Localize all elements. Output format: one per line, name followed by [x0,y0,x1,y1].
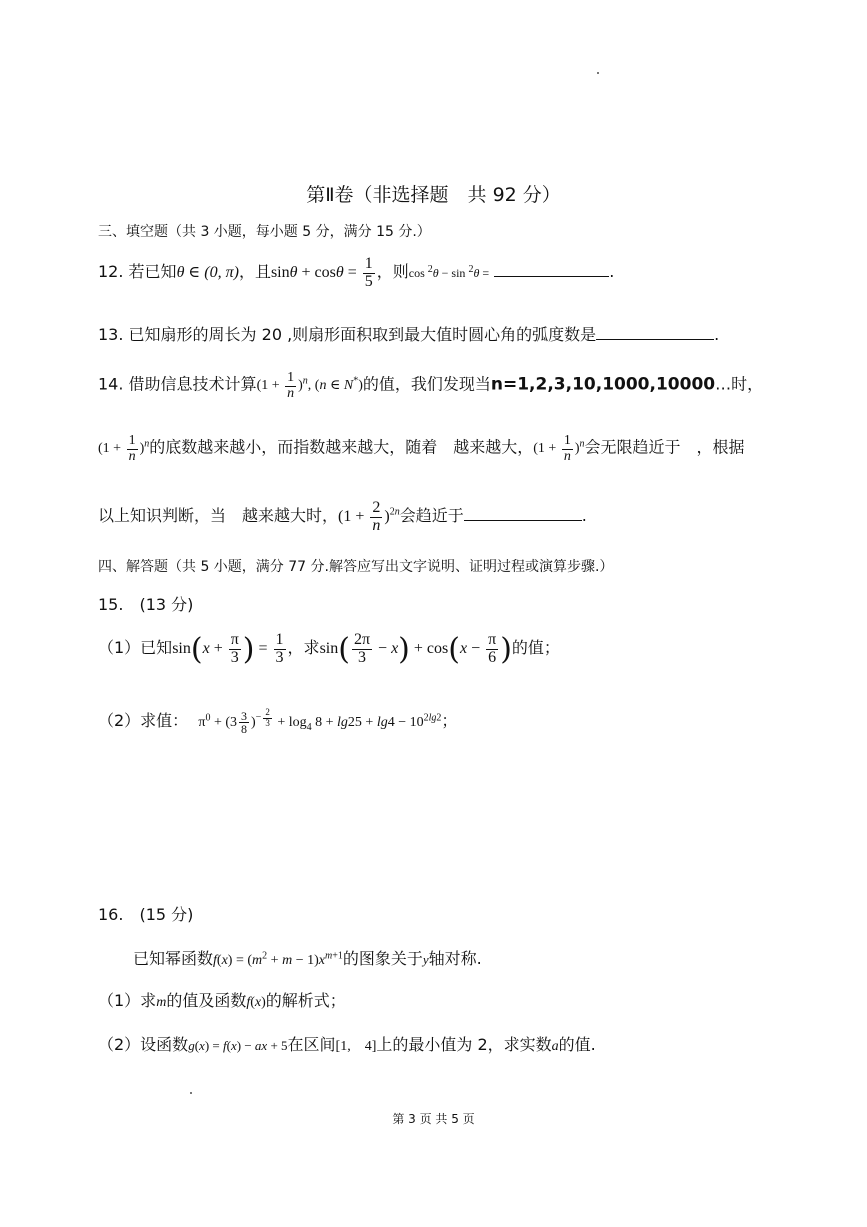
math-expression: sin( $\frac{2\pi}{3}$ − x) + cos(x − $\frac{\pi}{6}$ ) [319,631,512,667]
question-15-part-1: （1）已知sin(x + $\frac{\pi}{3}$ ) = $\frac{1}{3}$ ，求sin( $\frac{2\pi}{3}$ − x) + cos(x − $\frac{\pi}{6}$ )的值； [98,631,560,667]
math-expression: g(x) = f(x) − ax + 5 [188,1038,288,1053]
math-expression: (1 + $\frac{1}{n}$ )$^n$ [98,433,150,464]
math-expression: sinθ + cosθ = $\frac{1}{5}$ [270,255,373,290]
question-number: 12. [98,261,124,281]
question-14-line-2: (1 + $\frac{1}{n}$ )$^n$的底数越来越小，而指数越来越大，随着 越来越大，(1 + $\frac{1}{n}$ )$^n$会无限趋近于 ，根据 [98,433,745,464]
question-12: 12. 若已知θ ∈ (0, π)，且sinθ + cosθ = $\frac{1}{5}$ ，则cos $^2$θ − sin $^2$θ = . [98,255,615,290]
scan-dot [190,1092,192,1094]
answer-blank[interactable] [464,504,582,521]
question-16-intro: 已知幂函数$f(x) = (m^2 + m - 1)x^{m+1}$的图象关于y轴对称. [133,949,482,968]
question-16-part-2: （2）设函数g(x) = f(x) − ax + 5在区间[1, 4]上的最小值为 2，求实数a的值. [98,1035,596,1054]
page-title: 第Ⅱ卷（非选择题 共 92 分） [306,184,561,206]
math-expression: θ ∈ (0, π) [176,263,239,281]
answer-blank[interactable] [596,323,714,340]
scan-dot [597,72,599,74]
question-13: 13. 已知扇形的周长为 20 ,则扇形面积取到最大值时圆心角的弧度数是 . [98,325,720,344]
question-number: 13. [98,325,124,344]
question-16-part-1: （1）求m的值及函数f(x)的解析式； [98,991,346,1010]
question-number: 14. [98,374,124,394]
answer-blank[interactable] [494,260,609,277]
math-expression: sin(x + $\frac{\pi}{3}$ ) = $\frac{1}{3}$ [172,631,284,667]
math-expression: $\pi^0 + (3$ $\frac{3}{8}$ )$^{- \frac{2}{3}}$ + $\log_4 8 + \lg 25 + \lg 4 - 10^{2lg2}$ [198,707,442,737]
math-expression: (1 + $\frac{1}{n}$ )$^n$, (n ∈ N*) [256,370,363,401]
math-expression: $f(x) = (m^2 + m - 1)x^{m+1}$ [213,950,343,968]
question-16-header: 16. (15 分) [98,905,194,924]
math-expression: cos $^2$θ − sin $^2$θ = [408,263,490,280]
sequence-values: n=1,2,3,10,1000,10000 [490,374,716,395]
section-fill-in-blank: 三、填空题（共 3 小题，每小题 5 分，满分 15 分.） [98,224,431,240]
question-14-line-1: 14. 借助信息技术计算(1 + $\frac{1}{n}$ )$^n$, (n ∈ N*)的值，我们发现当n=1,2,3,10,1000,10000…时， [98,370,764,401]
math-expression: (1 + $\frac{2}{n}$ )$^{2n}$ [338,499,400,534]
question-14-line-3: 以上知识判断，当 越来越大时，(1 + $\frac{2}{n}$ )$^{2n}$会趋近于 . [98,499,587,534]
section-solutions: 四、解答题（共 5 小题，满分 77 分.解答应写出文字说明、证明过程或演算步骤.） [98,559,614,575]
question-15-part-2: （2）求值： $\pi^0 + (3$ $\frac{3}{8}$ )$^{- \frac{2}{3}}$ + $\log_4 8 + \lg 25 + \lg 4 - 10^{2lg2}$； [98,707,458,737]
page-footer: 第 3 页 共 5 页 [392,1112,475,1126]
question-15-header: 15. (13 分) [98,595,194,614]
math-expression: (1 + $\frac{1}{n}$ )$^n$ [533,433,585,464]
